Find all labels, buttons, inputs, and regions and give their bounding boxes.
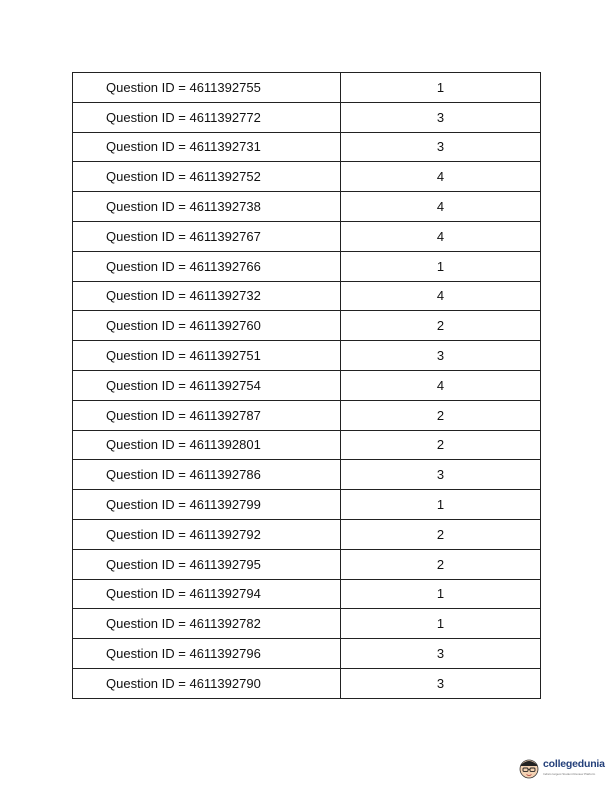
answer-cell: 3 bbox=[341, 102, 541, 132]
question-id-cell: Question ID = 4611392732 bbox=[73, 281, 341, 311]
table-row bbox=[73, 102, 541, 132]
question-id-cell: Question ID = 4611392787 bbox=[73, 400, 341, 430]
table-row bbox=[73, 430, 541, 460]
answer-cell: 2 bbox=[341, 311, 541, 341]
answer-cell: 1 bbox=[341, 490, 541, 520]
student-mascot-icon bbox=[518, 756, 540, 780]
answer-cell: 2 bbox=[341, 549, 541, 579]
table-row bbox=[73, 251, 541, 281]
question-id-cell: Question ID = 4611392796 bbox=[73, 639, 341, 669]
table-row bbox=[73, 609, 541, 639]
table-row bbox=[73, 460, 541, 490]
table-row bbox=[73, 341, 541, 371]
answer-cell: 3 bbox=[341, 668, 541, 698]
question-id-cell: Question ID = 4611392799 bbox=[73, 490, 341, 520]
table-row bbox=[73, 311, 541, 341]
table-row bbox=[73, 370, 541, 400]
question-id-cell: Question ID = 4611392755 bbox=[73, 73, 341, 103]
answer-cell: 1 bbox=[341, 609, 541, 639]
answer-cell: 2 bbox=[341, 400, 541, 430]
answer-cell: 3 bbox=[341, 460, 541, 490]
question-id-cell: Question ID = 4611392772 bbox=[73, 102, 341, 132]
table-row bbox=[73, 519, 541, 549]
table-row bbox=[73, 281, 541, 311]
question-id-cell: Question ID = 4611392751 bbox=[73, 341, 341, 371]
table-row bbox=[73, 549, 541, 579]
question-id-cell: Question ID = 4611392790 bbox=[73, 668, 341, 698]
logo-tagline: India's largest Student Review Platform bbox=[543, 772, 596, 776]
table-row bbox=[73, 192, 541, 222]
answer-key-table bbox=[72, 72, 541, 699]
answer-cell: 3 bbox=[341, 341, 541, 371]
collegedunia-logo bbox=[518, 753, 610, 783]
table-row bbox=[73, 132, 541, 162]
answer-cell: 1 bbox=[341, 251, 541, 281]
answer-cell: 2 bbox=[341, 430, 541, 460]
table-row bbox=[73, 639, 541, 669]
logo-wordmark: collegedunia bbox=[543, 758, 605, 770]
question-id-cell: Question ID = 4611392767 bbox=[73, 221, 341, 251]
answer-cell: 2 bbox=[341, 519, 541, 549]
answer-key-rows bbox=[73, 73, 541, 699]
answer-cell: 4 bbox=[341, 162, 541, 192]
question-id-cell: Question ID = 4611392738 bbox=[73, 192, 341, 222]
table-row bbox=[73, 221, 541, 251]
question-id-cell: Question ID = 4611392766 bbox=[73, 251, 341, 281]
question-id-cell: Question ID = 4611392792 bbox=[73, 519, 341, 549]
question-id-cell: Question ID = 4611392760 bbox=[73, 311, 341, 341]
question-id-cell: Question ID = 4611392752 bbox=[73, 162, 341, 192]
answer-cell: 3 bbox=[341, 132, 541, 162]
answer-cell: 1 bbox=[341, 579, 541, 609]
question-id-cell: Question ID = 4611392754 bbox=[73, 370, 341, 400]
answer-cell: 3 bbox=[341, 639, 541, 669]
question-id-cell: Question ID = 4611392786 bbox=[73, 460, 341, 490]
question-id-cell: Question ID = 4611392795 bbox=[73, 549, 341, 579]
answer-cell: 4 bbox=[341, 221, 541, 251]
table-row bbox=[73, 579, 541, 609]
table-row bbox=[73, 73, 541, 103]
question-id-cell: Question ID = 4611392782 bbox=[73, 609, 341, 639]
question-id-cell: Question ID = 4611392794 bbox=[73, 579, 341, 609]
table-row bbox=[73, 668, 541, 698]
answer-cell: 1 bbox=[341, 73, 541, 103]
table-row bbox=[73, 490, 541, 520]
question-id-cell: Question ID = 4611392801 bbox=[73, 430, 341, 460]
answer-cell: 4 bbox=[341, 281, 541, 311]
table-row bbox=[73, 400, 541, 430]
answer-cell: 4 bbox=[341, 192, 541, 222]
question-id-cell: Question ID = 4611392731 bbox=[73, 132, 341, 162]
answer-cell: 4 bbox=[341, 370, 541, 400]
table-row bbox=[73, 162, 541, 192]
